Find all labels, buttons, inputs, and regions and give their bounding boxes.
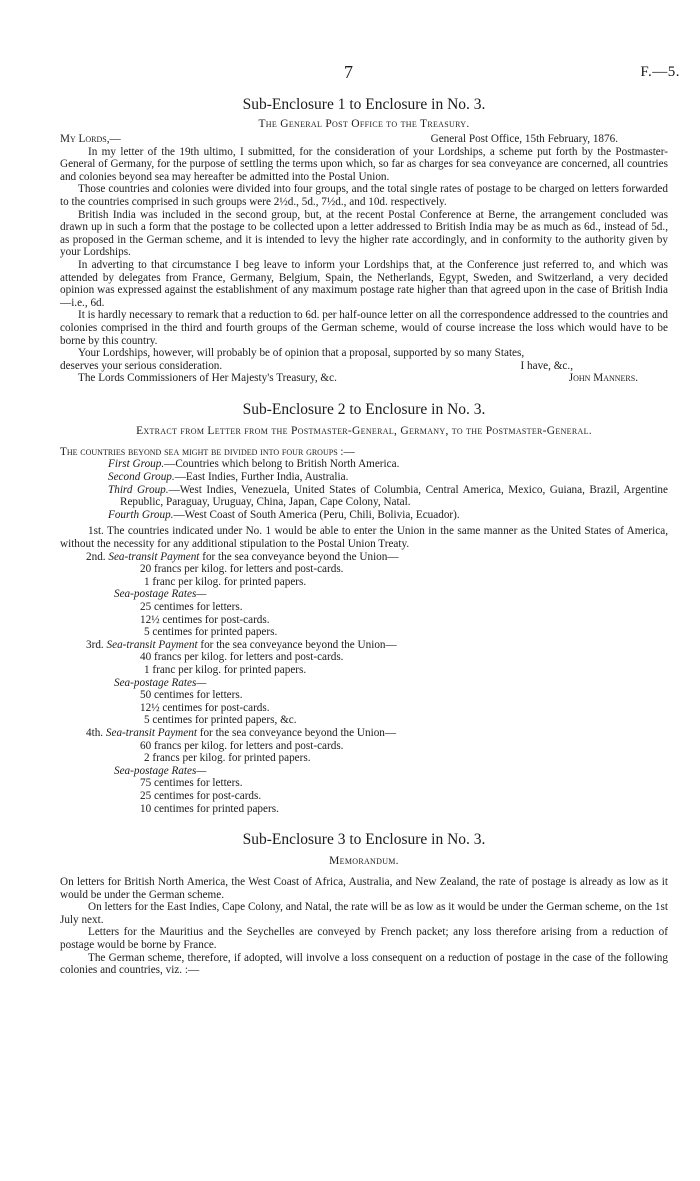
s2-group-2-text: —East Indies, Further India, Australia. — [174, 471, 349, 484]
s2-fourth-lead: 4th. — [86, 726, 104, 739]
s2-group-2 — [60, 471, 668, 484]
s2-group-2-name: Second Group. — [108, 471, 175, 484]
s3-para-1: On letters for British North America, the West Coast of Africa, Australia, and New Zealand, the rate of postage is already as low as it would be under the German scheme. — [60, 876, 668, 901]
s3-title: Sub-Enclosure 3 to Enclosure in No. 3. — [242, 831, 486, 849]
s2-third-payment-line-2: 1 franc per kilog. for printed papers. — [144, 663, 307, 676]
s1-para-3: British India was included in the second group, but, at the recent Postal Conference at Berne, the arrangement concluded was drawn up in such a form that the postage to be collected upon a letter addressed to British India may be as much as 6d., instead of 5d., as proposed in the German scheme, and it is intended to levy the higher rate accordingly, and in conformity to the authority given by your Lordships. — [60, 208, 668, 259]
s2-fourth-payment-label: Sea-transit Payment — [105, 726, 197, 739]
s2-subtitle: Extract from Letter from the Postmaster-General, Germany, to the Postmaster-General. — [136, 424, 592, 437]
s2-third-payment-text: for the sea conveyance beyond the Union— — [197, 638, 397, 651]
s2-fourth-heading — [60, 727, 668, 740]
s1-para-2: Those countries and colonies were divided into four groups, and the total single rates of postage to be charged on letters forwarded to the countries comprised in such groups were 2½d., 5d., 7½d., and 10d. respectively. — [60, 183, 668, 208]
s2-third-lead: 3rd. — [86, 638, 104, 651]
s2-second-rates-line-2: 12½ centimes for post-cards. — [140, 613, 270, 626]
s2-third-payment-label: Sea-transit Payment — [106, 638, 198, 651]
document-reference: F.—5. — [640, 64, 680, 80]
s2-third-payment-line-1: 40 francs per kilog. for letters and post-cards. — [140, 651, 344, 664]
s1-para-1: In my letter of the 19th ultimo, I submitted, for the consideration of your Lordships, a scheme put forth by the Postmaster-General of Germany, for the purpose of settling the terms upon which, so far as charges for sea conveyance are concerned, all countries and colonies beyond sea may hereafter be admitted into the Postal Union. — [60, 145, 668, 183]
s2-second-rates-line-1: 25 centimes for letters. — [140, 601, 243, 613]
s2-first: 1st. The countries indicated under No. 1 would be able to enter the Union in the same manner as the United States of America, without the necessity for any additional stipulation to the Postal Union Treaty. — [60, 525, 668, 551]
s2-fourth-rates-line-2: 25 centimes for post-cards. — [140, 789, 262, 802]
s1-address-row — [60, 372, 668, 385]
page-body — [60, 96, 668, 977]
s1-closing-row — [60, 360, 668, 373]
s2-group-1 — [60, 458, 668, 471]
s2-second-payment-line-2: 1 franc per kilog. for printed papers. — [144, 575, 307, 588]
s2-group-4-text: —West Coast of South America (Peru, Chili, Bolivia, Ecuador). — [173, 508, 460, 521]
s2-group-4 — [60, 509, 668, 522]
s1-para-5: It is hardly necessary to remark that a reduction to 6d. per half-ounce letter on all the correspondence addressed to the countries and colonies comprised in the third and fourth groups of the German scheme, would of course increase the loss which would have to be borne by this country. — [60, 309, 668, 347]
s1-signature: John Manners. — [568, 372, 638, 385]
s3-para-2: On letters for the East Indies, Cape Colony, and Natal, the rate will be as low as it would be under the German scheme, on the 1st July next. — [60, 901, 668, 926]
s2-second-rates-line-3: 5 centimes for printed papers. — [144, 626, 278, 639]
s2-second-payment-text: for the sea conveyance beyond the Union— — [199, 550, 399, 563]
s2-third-rates-label: Sea-postage Rates— — [114, 676, 207, 689]
s2-fourth-rates-line-1: 75 centimes for letters. — [140, 777, 243, 790]
s2-title: Sub-Enclosure 2 to Enclosure in No. 3. — [242, 400, 486, 418]
s2-group-1-name: First Group. — [108, 458, 165, 471]
s2-group-3-name: Third Group. — [108, 483, 169, 496]
s1-closing-right: I have, &c., — [520, 359, 573, 372]
s2-intro: The countries beyond sea might be divided into four groups :— — [60, 445, 355, 458]
s2-fourth-rates-line-3: 10 centimes for printed papers. — [140, 802, 279, 815]
s1-subtitle: The General Post Office to the Treasury. — [258, 118, 470, 130]
s2-fourth-payment-line-1: 60 francs per kilog. for letters and post-cards. — [140, 739, 344, 752]
s2-second-lead: 2nd. — [86, 550, 106, 563]
s1-title: Sub-Enclosure 1 to Enclosure in No. 3. — [242, 96, 486, 113]
s1-closing-left: deserves your serious consideration. — [60, 359, 223, 372]
page-number: 7 — [344, 62, 353, 82]
s2-third-rates-line-2: 12½ centimes for post-cards. — [140, 701, 270, 714]
s2-second-rates-label: Sea-postage Rates— — [114, 588, 207, 601]
s2-fourth-rates-label: Sea-postage Rates— — [114, 764, 207, 777]
s3-para-4: The German scheme, therefore, if adopted, will involve a loss consequent on a reduction of postage in the case of the following colonies and countries, viz. :— — [60, 951, 668, 977]
s2-second-payment-label: Sea-transit Payment — [108, 550, 200, 563]
s1-date: General Post Office, 15th February, 1876. — [430, 133, 618, 145]
s2-fourth-payment-line-2: 2 francs per kilog. for printed papers. — [144, 752, 311, 765]
s2-second-heading — [60, 551, 668, 564]
s2-group-1-text: —Countries which belong to British North America. — [164, 458, 400, 471]
s3-subtitle: Memorandum. — [329, 855, 399, 868]
s3-para-3: Letters for the Mauritius and the Seychelles are conveyed by French packet; any loss therefore arising from a reduction of postage would be borne by France. — [60, 926, 668, 952]
s1-salutation-row — [60, 133, 668, 146]
s2-second-payment-line-1: 20 francs per kilog. for letters and post-cards. — [140, 563, 344, 576]
s1-para-6: Your Lordships, however, will probably be of opinion that a proposal, supported by so many States, — [78, 347, 525, 360]
s2-third-heading — [60, 639, 668, 652]
s1-addressee: The Lords Commissioners of Her Majesty's Treasury, &c. — [78, 372, 337, 385]
s2-group-3-text: —West Indies, Venezuela, United States of Columbia, Central America, Mexico, Guiana, Brazil, Argentine Republic, Paraguay, Uruguay, China, Japan, Cape Colony, Natal. — [120, 483, 668, 509]
s1-para-4: In adverting to that circumstance I beg leave to inform your Lordships that, at the Conference just referred to, and which was attended by delegates from France, Germany, Belgium, Spain, the Netherlands, Egypt, Sweden, and Switzerland, a very decided opinion was expressed against the establishment of any maximum postage rate higher than that agreed upon in the case of British India—i.e., 6d. — [60, 258, 668, 309]
s2-fourth-payment-text: for the sea conveyance beyond the Union— — [196, 726, 397, 739]
s2-third-rates-line-3: 5 centimes for printed papers, &c. — [144, 714, 297, 727]
s2-group-3 — [60, 484, 668, 509]
s1-salutation: My Lords,— — [60, 133, 121, 145]
s2-third-rates-line-1: 50 centimes for letters. — [140, 689, 243, 702]
s2-group-4-name: Fourth Group. — [108, 508, 174, 521]
